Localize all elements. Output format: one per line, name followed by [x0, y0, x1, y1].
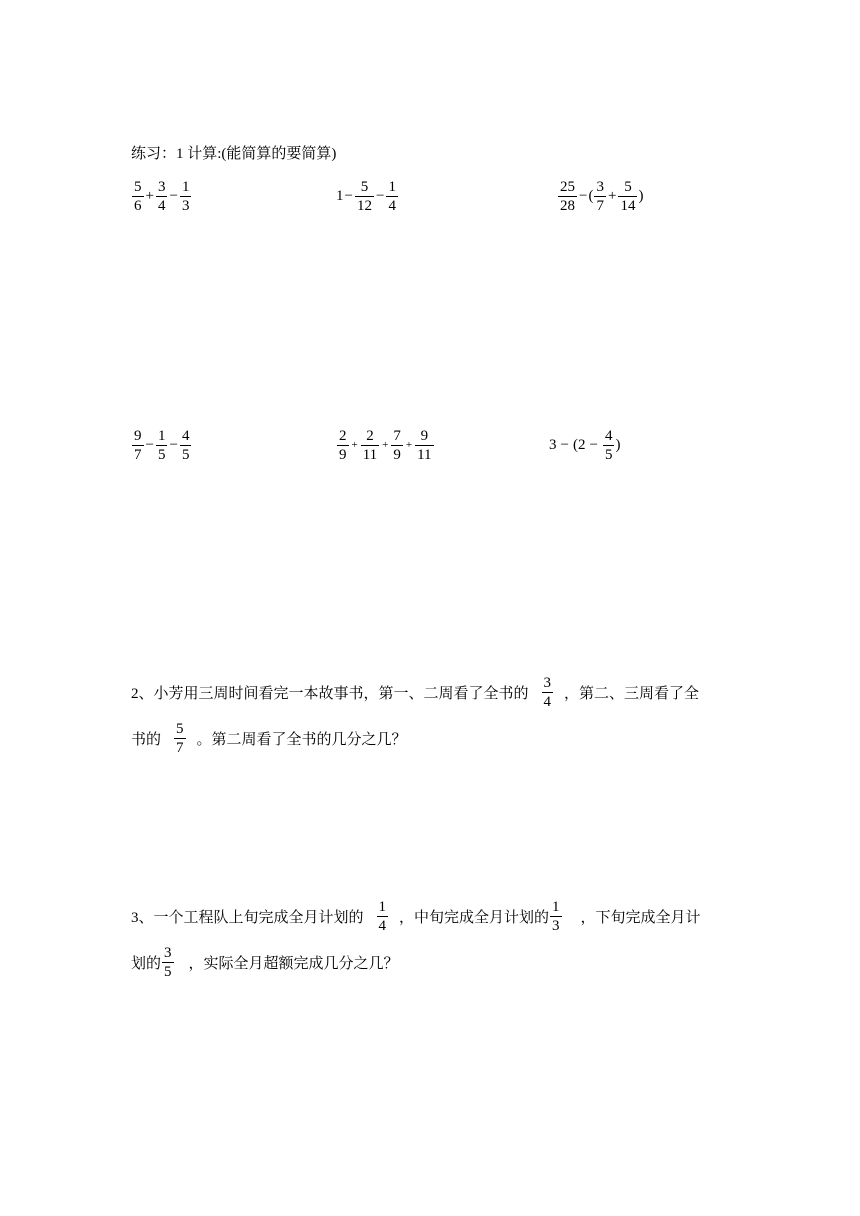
fraction: $\frac{5}{14}$ [620, 178, 636, 214]
exercise-heading: 练习：1 计算:(能简算的要简算) [131, 146, 337, 162]
problem-5: $\frac{2}{9}$ + $\frac{2}{11}$ + $\frac{7}{9}$ + $\frac{9}{11}$ [339, 427, 432, 463]
fraction: $\frac{9}{11}$ [417, 427, 432, 463]
fraction: $\frac{5}{6}$ [134, 178, 142, 214]
question-3-line-1: 3、一个工程队上旬完成全月计划的 $\frac{1}{4}$ ，中旬完成全月计划的 $\frac{1}{3}$ ，下旬完成全月计 [131, 898, 701, 934]
problem-2: 1 − $\frac{5}{12}$ − $\frac{1}{4}$ [336, 178, 396, 214]
fraction: $\frac{3}{7}$ [596, 178, 604, 214]
fraction: $\frac{2}{11}$ [362, 427, 378, 463]
fraction: $\frac{1}{4}$ [388, 178, 396, 214]
question-3-line-2: 划的 $\frac{3}{5}$ ，实际全月超额完成几分之几？ [131, 944, 399, 980]
fraction: $\frac{25}{28}$ [560, 178, 575, 214]
fraction: $\frac{1}{4}$ [378, 898, 387, 934]
fraction: $\frac{3}{4}$ [157, 178, 166, 214]
fraction: $\frac{9}{7}$ [134, 427, 142, 463]
fraction: $\frac{4}{5}$ [604, 427, 613, 463]
fraction: $\frac{1}{3}$ [552, 898, 560, 934]
problem-6: 3 − ( 2 − $\frac{4}{5}$ ) [549, 427, 621, 463]
fraction: $\frac{3}{4}$ [543, 674, 552, 710]
fraction: $\frac{1}{5}$ [157, 427, 166, 463]
fraction: $\frac{2}{9}$ [339, 427, 347, 463]
problem-3: $\frac{25}{28}$ − ( $\frac{3}{7}$ + $\frac{5}{14}$ ) [560, 178, 644, 214]
fraction: $\frac{5}{12}$ [356, 178, 372, 214]
fraction: $\frac{4}{5}$ [181, 427, 190, 463]
fraction: $\frac{7}{9}$ [393, 427, 401, 463]
problem-1: $\frac{5}{6}$ + $\frac{3}{4}$ − $\frac{1}{3}$ [134, 178, 190, 214]
fraction: $\frac{1}{3}$ [181, 178, 190, 214]
fraction: $\frac{3}{5}$ [164, 944, 172, 980]
question-2-line-2: 书的 $\frac{5}{7}$ 。第二周看了全书的几分之几？ [131, 720, 407, 756]
question-2-line-1: 2、小芳用三周时间看完一本故事书，第一、二周看了全书的 $\frac{3}{4}$ ，第二、三周看了全 [131, 674, 700, 710]
fraction: $\frac{5}{7}$ [176, 720, 184, 756]
problem-4: $\frac{9}{7}$ − $\frac{1}{5}$ − $\frac{4}{5}$ [134, 427, 190, 463]
